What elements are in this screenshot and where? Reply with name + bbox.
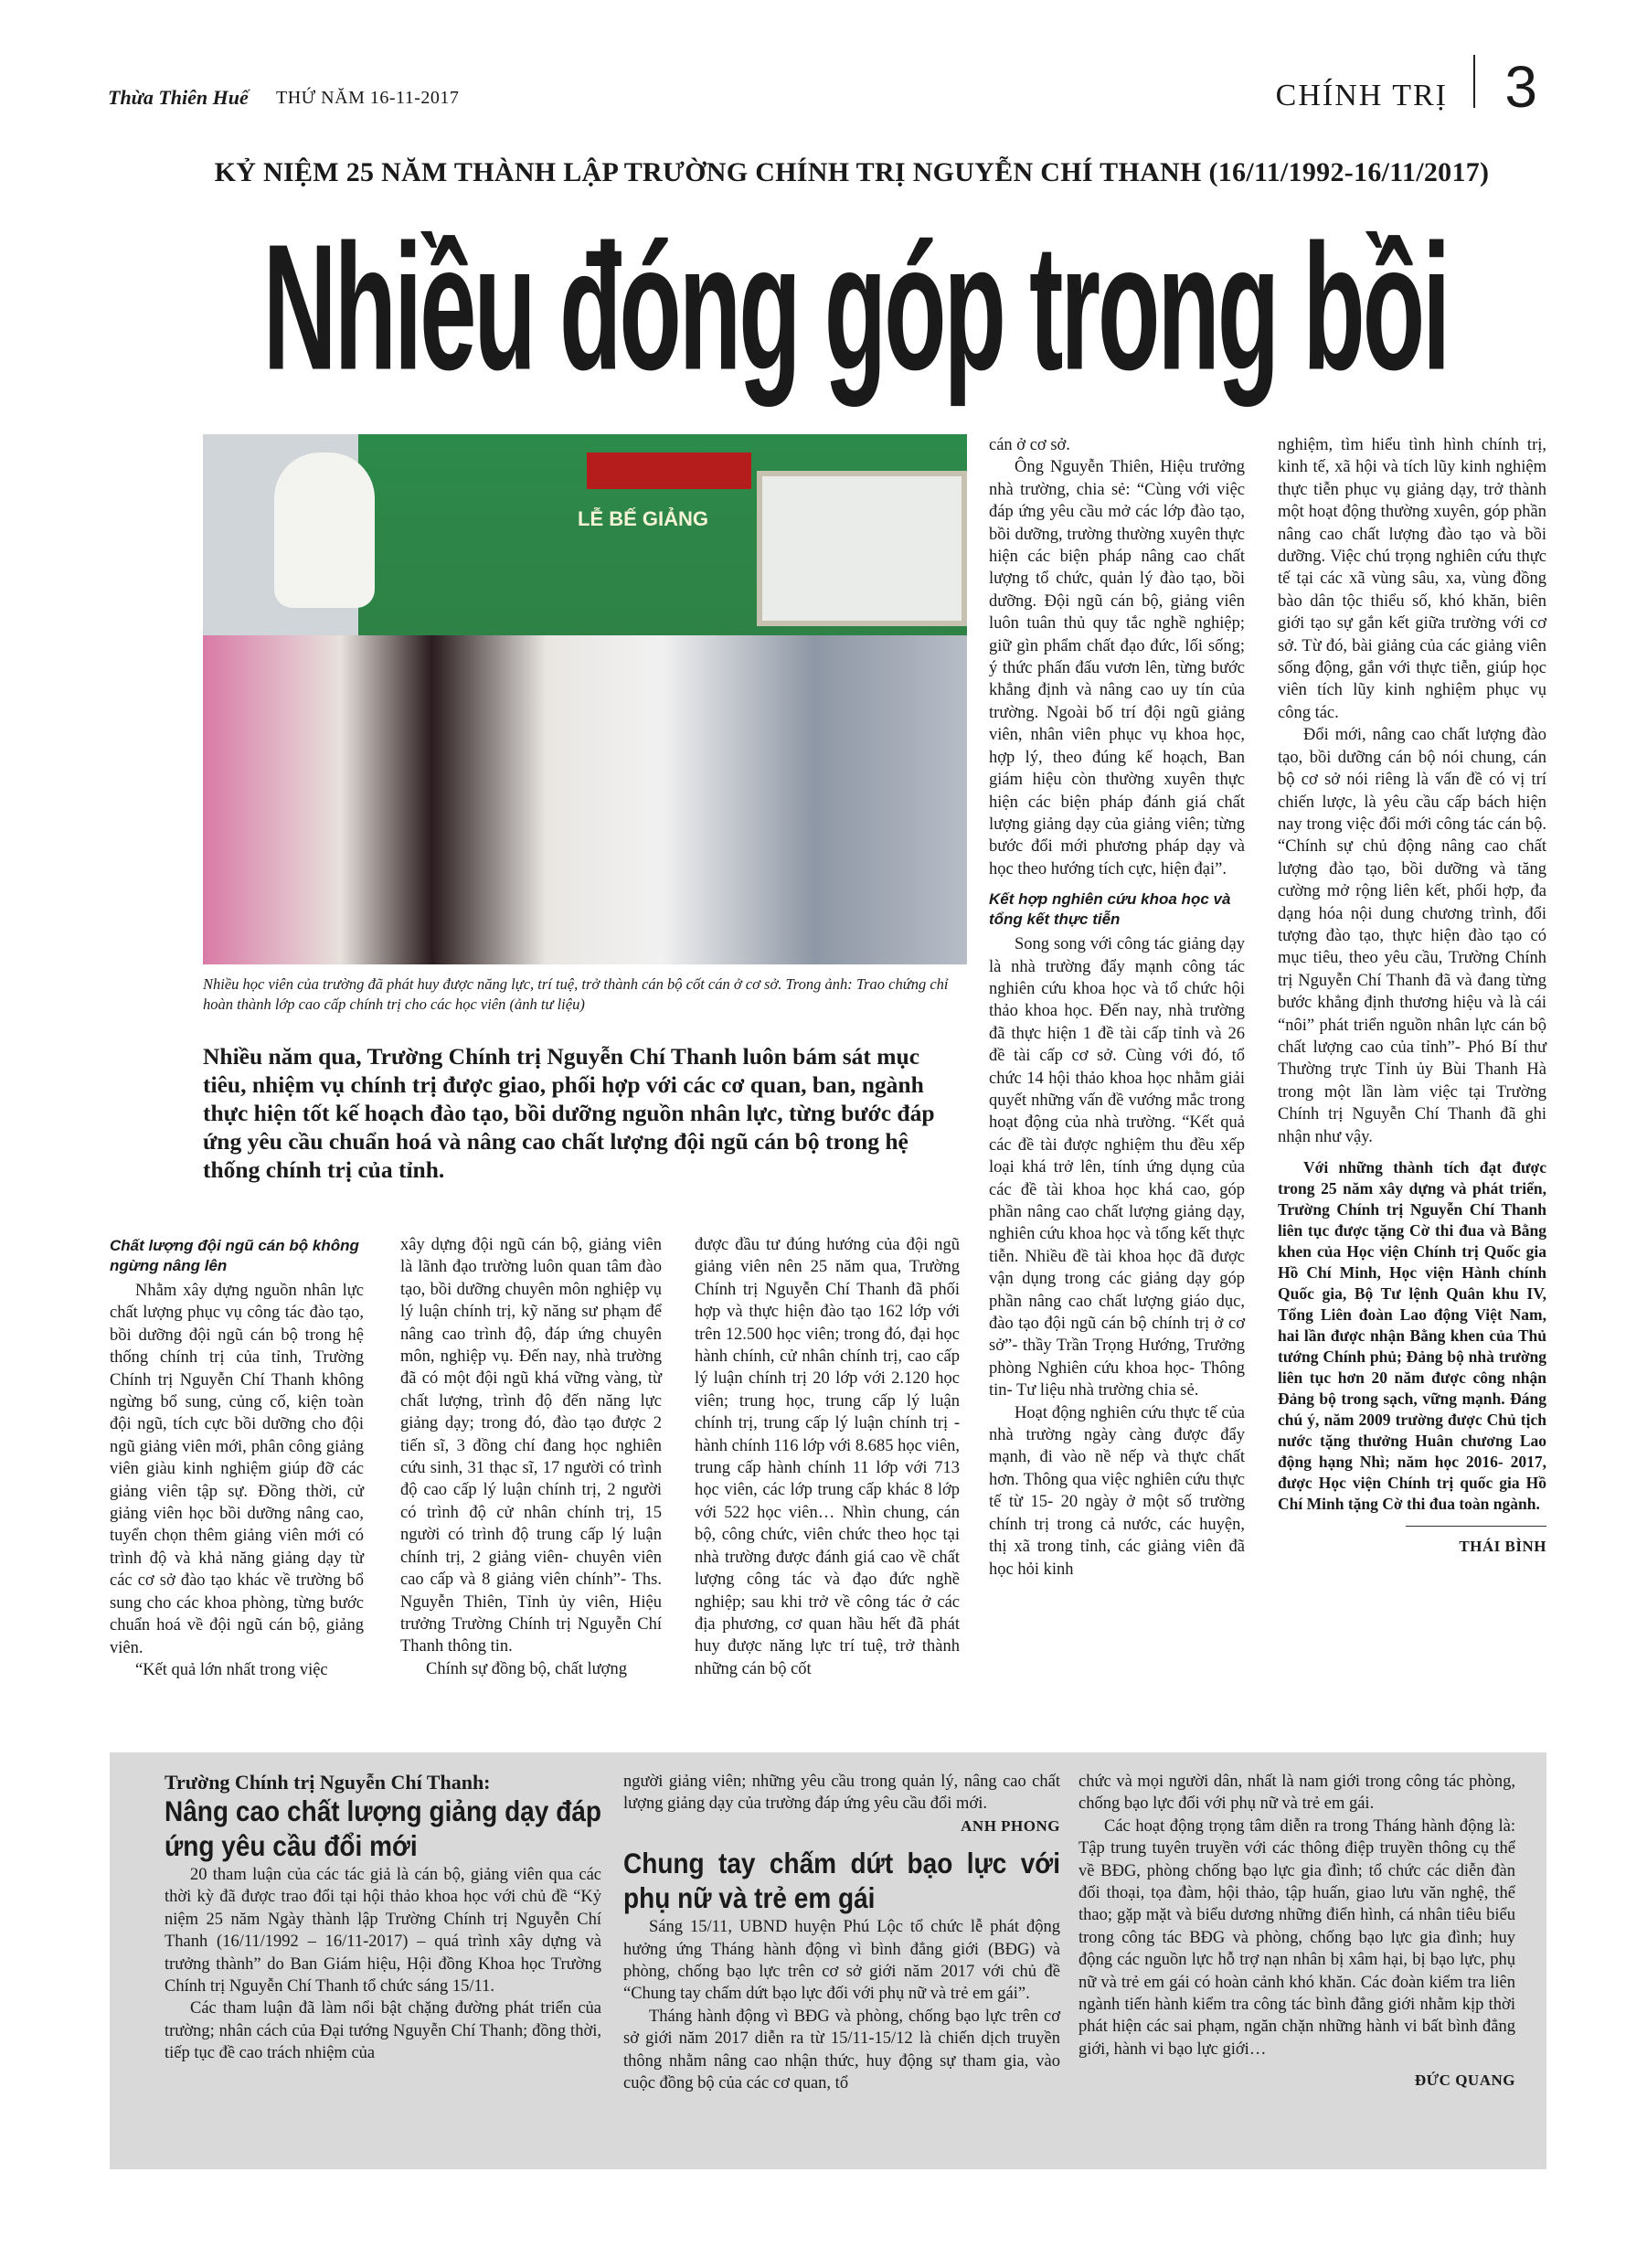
paragraph: chức và mọi người dân, nhất là nam giới trong công tác phòng, chống bạo lực đối với phụ nữ và trẻ em gái. xyxy=(1079,1773,1515,1814)
news-box-column-2 xyxy=(623,1771,1060,2094)
paragraph: 20 tham luận của các tác giả là cán bộ, giảng viên qua các thời kỳ đã được trao đổi tại hội thảo khoa học với chủ đề “Kỷ niệm 25 năm Ngày thành lập Trường Chính trị Nguyễn Chí Thanh (16/11/1992 – 16/11-2017) – quá trình xây dựng và trưởng thành” do Ban Giám hiệu, Hội đồng Khoa học Trường Chính trị Nguyễn Chí Thanh tổ chức sáng 15/11. xyxy=(165,1866,601,1996)
paragraph: nghiệm, tìm hiểu tình hình chính trị, kinh tế, xã hội và tích lũy kinh nghiệm thực tiễn phục vụ giảng dạy, trở thành một hoạt động thường xuyên, góp phần nâng cao chất lượng đào tạo và bồi dưỡng. Việc chú trọng nghiên cứu thực tế tại các xã vùng sâu, xa, vùng đồng bào dân tộc thiểu số, khó khăn, biên giới tạo sự gắn kết giữa trường với cơ sở. Từ đó, bài giảng của các giảng viên sống động, gắn với thực tiễn, giúp học viên tích lũy kinh nghiệm phục vụ công tác. xyxy=(1278,436,1546,722)
paragraph: Đổi mới, nâng cao chất lượng đào tạo, bồi dưỡng cán bộ nói chung, cán bộ cơ sở nói riêng là vấn đề có vị trí chiến lược, là yêu cầu cấp bách hiện nay trong việc đổi mới công tác cán bộ. “Chính sự chủ động nâng cao chất lượng đào tạo, bồi dưỡng và tăng cường mở rộng liên kết, phối hợp, đa dạng hóa nội dung chương trình, đổi tượng đào tạo, thực hiện đào tạo có mục tiêu, theo yêu cầu, Trường Chính trị Nguyễn Chí Thanh đã và đang từng bước khẳng định thương hiệu và là cái “nôi” phát triển nguồn nhân lực cán bộ chất lượng cao của tỉnh”- Phó Bí thư Thường trực Tỉnh ủy Bùi Thanh Hà trong một lần làm việc tại Trường Chính trị Nguyễn Chí Thanh đã ghi nhận như vậy. xyxy=(1278,726,1546,1146)
article-column-1 xyxy=(110,1234,364,1681)
paragraph: Hoạt động nghiên cứu thực tế của nhà trường ngày càng được đẩy mạnh, đi vào nề nếp và thực chất hơn. Thông qua việc nghiên cứu thực tế từ 15- 20 ngày ở một số trường chính trị trong cả nước, các huyện, thị xã trong tỉnh, các giảng viên đã học hỏi kinh xyxy=(989,1403,1245,1579)
news-2-byline: ĐỨC QUANG xyxy=(1414,2071,1515,2090)
newspaper-name: Thừa Thiên Huế xyxy=(108,86,249,109)
article-headline: Nhiều đóng góp trong bồi xyxy=(262,207,1449,408)
paragraph: Ông Nguyễn Thiên, Hiệu trưởng nhà trường, chia sẻ: “Cùng với việc đáp ứng yêu cầu mở các lớp đào tạo, bồi dưỡng, trường thường xuyên thực hiện các biện pháp nâng cao chất lượng tổ chức, quản lý đào tạo, bồi dưỡng. Đội ngũ cán bộ, giảng viên luôn tuân thủ quy tắc nghề nghiệp; giữ gìn phẩm chất đạo đức, lối sống; ý thức phấn đấu vươn lên, từng bước khẳng định và nâng cao uy tín của trường. Ngoài bố trí đội ngũ giảng viên, nhân viên phục vụ khoa học, hợp lý, theo đúng kế hoạch, Ban giám hiệu còn thường xuyên thực hiện các biện pháp đánh giá chất lượng giảng dạy của giảng viên; từng bước đổi mới phương pháp dạy và học theo hướng tích cực, hiện đại”. xyxy=(989,458,1245,878)
page-header xyxy=(108,54,1545,124)
article-column-4 xyxy=(989,434,1245,1581)
page-number: 3 xyxy=(1504,54,1537,120)
photo-caption: Nhiều học viên của trường đã phát huy được năng lực, trí tuệ, trở thành cán bộ cốt cán ở cơ sở. Trong ảnh: Trao chứng chỉ hoàn thành lớp cao cấp chính trị cho các học viên (ảnh tư liệu) xyxy=(203,975,949,1013)
issue-date: THỨ NĂM 16-11-2017 xyxy=(276,88,460,108)
paragraph: được đầu tư đúng hướng của đội ngũ giảng viên nên 25 năm qua, Trường Chính trị Nguyễn Chí Thanh đã phối hợp và thực hiện đào tạo 162 lớp với trên 12.500 học viên; trong đó, đại học hành chính, cử nhân chính trị, cao cấp lý luận chính trị 20 lớp với 2.120 học viên; trung học, trung cấp lý luận chính trị, trung cấp lý luận chính trị - hành chính 116 lớp với 8.685 học viên, trung cấp hành chính 11 lớp với 713 học viên, các lớp trung cấp khác 8 lớp với 522 học viên… Nhìn chung, cán bộ, công chức, viên chức theo học tại nhà trường được đánh giá cao về chất lượng công tác và đạo đức nghề nghiệp; sau khi trở về công tác ở các địa phương, cơ quan hầu hết đã phát huy được năng lực trí tuệ, trở thành những cán bộ cốt xyxy=(695,1236,960,1678)
news-box-column-1 xyxy=(165,1771,601,2065)
header-divider xyxy=(1473,55,1475,108)
article-column-3 xyxy=(695,1234,960,1680)
subheading-research: Kết hợp nghiên cứu khoa học và tổng kết thực tiễn xyxy=(989,890,1231,929)
news-box-column-3 xyxy=(1079,1771,1515,2092)
news-1-byline: ANH PHONG xyxy=(961,1816,1060,1835)
paragraph: Song song với công tác giảng dạy là nhà trường đẩy mạnh công tác nghiên cứu khoa học và tổ chức hội thảo khoa học. Đến nay, nhà trường đã thực hiện 1 đề tài cấp tỉnh và 26 đề tài cấp cơ sở. Cùng với đó, tổ chức 14 hội thảo khoa học nhằm giải quyết những vấn đề vướng mắc trong hoạt động của nhà trường. “Kết quả các đề tài được nghiệm thu đều xếp loại khá trở lên, tính ứng dụng của các đề tài khoa học khá cao, góp phần nâng cao chất lượng giảng dạy, nghiên cứu khoa học và tổng kết thực tiễn. Nhiều đề tài khoa học đã được vận dụng trong các giảng dạy góp phần nâng cao chất lượng giáo dục, đào tạo đội ngũ cán bộ chính trị ở cơ sở”- thầy Trần Trọng Hướng, Trưởng phòng Nghiên cứu khoa học- Thông tin- Tư liệu nhà trường chia sẻ. xyxy=(989,935,1245,1400)
paragraph: Các tham luận đã làm nổi bật chặng đường phát triển của trường; nhân cách của Đại tướng Nguyễn Chí Thanh; đồng thời, tiếp tục đề cao trách nhiệm của xyxy=(165,1999,601,2063)
news-1-headline: Nâng cao chất lượng giảng dạy đáp ứng yêu cầu đổi mới xyxy=(165,1795,601,1862)
news-1-kicker: Trường Chính trị Nguyễn Chí Thanh: xyxy=(165,1771,491,1794)
paragraph: “Kết quả lớn nhất trong việc xyxy=(135,1660,328,1679)
paragraph: người giảng viên; những yêu cầu trong quản lý, nâng cao chất lượng giảng dạy của trường đáp ứng yêu cầu đổi mới. xyxy=(623,1773,1060,1814)
paragraph: Tháng hành động vì BĐG và phòng, chống bạo lực trên cơ sở giới năm 2017 diễn ra từ 15/11-15/12 là chiến dịch truyền thông nhằm nâng cao nhận thức, huy động sự tham gia, vào cuộc đồng bộ của các cơ quan, tổ xyxy=(623,2007,1060,2093)
news-box xyxy=(110,1752,1546,2169)
photo-stage-label: LỄ BẾ GIẢNG xyxy=(578,507,709,530)
photo-red-banner xyxy=(587,453,751,489)
achievement-paragraph: Với những thành tích đạt được trong 25 năm xây dựng và phát triển, Trường Chính trị Nguyễn Chí Thanh liên tục được tặng Cờ thi đua và Bằng khen của Học viện Chính trị Quốc gia Hồ Chí Minh, Học viện Hành chính Quốc gia, Bộ Tư lệnh Quân khu IV, Tổng Liên đoàn Lao động Việt Nam, hai lần được nhận Bằng khen của Thủ tướng Chính phủ; Đảng bộ nhà trường liên tục hơn 20 năm được công nhận Đảng bộ trong sạch, vững mạnh. Đáng chú ý, năm 2009 trường được Chủ tịch nước tặng thưởng Huân chương Lao động hạng Nhì; năm học 2016- 2017, được Học viện Chính trị quốc gia Hồ Chí Minh tặng Cờ thi đua toàn ngành. xyxy=(1278,1158,1546,1513)
paragraph: Chính sự đồng bộ, chất lượng xyxy=(426,1659,627,1678)
paragraph: Sáng 15/11, UBND huyện Phú Lộc tổ chức lễ phát động hưởng ứng Tháng hành động vì bình đẳng giới (BĐG) và phòng, chống bạo lực trên cơ sở giới năm 2017 với chủ đề “Chung tay chấm dứt bạo lực đối với phụ nữ và trẻ em gái”. xyxy=(623,1918,1060,2004)
photo-window xyxy=(757,471,967,626)
article-byline: THÁI BÌNH xyxy=(1459,1538,1546,1555)
subheading-quality: Chất lượng đội ngũ cán bộ không ngừng nâng lên xyxy=(110,1237,359,1274)
section-name: CHÍNH TRỊ xyxy=(1275,79,1448,112)
article-lead: Nhiều năm qua, Trường Chính trị Nguyễn Chí Thanh luôn bám sát mục tiêu, nhiệm vụ chính trị được giao, phối hợp với các cơ quan, ban, ngành thực hiện tốt kế hoạch đào tạo, bồi dưỡng nguồn nhân lực, từng bước đáp ứng yêu cầu chuẩn hoá và nâng cao chất lượng đội ngũ cán bộ trong hệ thống chính trị của tỉnh. xyxy=(203,1043,935,1183)
paragraph: Nhằm xây dựng nguồn nhân lực chất lượng phục vụ công tác đào tạo, bồi dưỡng đội ngũ cán bộ trong hệ thống chính trị của tỉnh, Trường Chính trị Nguyễn Chí Thanh không ngừng bổ sung, củng cố, kiện toàn đội ngũ, tích cực bồi dưỡng cho đội ngũ giảng viên mới, phân công giảng viên giàu kinh nghiệm giúp đỡ các giảng viên tập sự. Đồng thời, cử giảng viên học bồi dưỡng nâng cao, tuyển chọn thêm giảng viên mới có trình độ và khả năng giảng dạy từ các cơ sở đào tạo khác về trường bổ sung cho các khoa phòng, từng bước chuẩn hoá về đội ngũ cán bộ, giảng viên. xyxy=(110,1282,364,1657)
paragraph: Các hoạt động trọng tâm diễn ra trong Tháng hành động là: Tập trung tuyên truyền với các thông điệp truyền thông cụ thể về BĐG, phòng chống bạo lực gia đình; tổ chức các diễn đàn đối thoại, tọa đàm, hội thảo, tập huấn, giao lưu văn nghệ, thể thao; gặp mặt và biểu dương những điển hình, cá nhân tiêu biểu trong công tác BĐG và phòng, chống bạo lực gia đình; huy động các nguồn lực hỗ trợ nạn nhân bị xâm hại, bị bạo lực, phụ nữ và trẻ em gái có hoàn cảnh khó khăn. Các đoàn kiểm tra liên ngành tiến hành kiểm tra công tác bình đẳng giới nhằm kịp thời phát hiện các sai phạm, ngăn chặn những hành vi bất bình đẳng giới, hành vi bạo lực giới… xyxy=(1079,1816,1515,2059)
paragraph: xây dựng đội ngũ cán bộ, giảng viên là lãnh đạo trường luôn quan tâm đào tạo, bồi dưỡng chuyên môn nghiệp vụ lý luận chính trị, kỹ năng sư phạm để nâng cao trình độ, đáp ứng chuyên môn, nghiệp vụ. Đến nay, nhà trường đã có một đội ngũ khá vững vàng, từ chất lượng, trình độ đến năng lực giảng dạy; trong đó, đào tạo được 2 tiến sĩ, 3 đồng chí đang học nghiên cứu sinh, 31 thạc sĩ, 17 người có trình độ cao cấp lý luận chính trị, 2 người có trình độ cử nhân chính trị, 15 người có trình độ trung cấp lý luận chính trị, 2 giảng viên- chuyên viên cao cấp và 8 giảng viên chính”- Ths. Nguyễn Thiên, Tỉnh ủy viên, Hiệu trưởng Trường Chính trị Nguyễn Chí Thanh thông tin. xyxy=(400,1236,662,1656)
photo-people xyxy=(203,635,967,964)
news-2-headline: Chung tay chấm dứt bạo lực với phụ nữ và trẻ em gái xyxy=(623,1847,1060,1915)
article-photo xyxy=(203,434,967,964)
paragraph: cán ở cơ sở. xyxy=(989,436,1070,454)
byline-divider xyxy=(1406,1526,1546,1527)
photo-bust xyxy=(274,453,375,608)
article-column-5 xyxy=(1278,434,1546,1558)
article-kicker: KỶ NIỆM 25 NĂM THÀNH LẬP TRƯỜNG CHÍNH TRỊ NGUYỄN CHÍ THANH (16/11/1992-16/11/2017) xyxy=(214,157,1490,187)
article-column-2 xyxy=(400,1234,662,1680)
